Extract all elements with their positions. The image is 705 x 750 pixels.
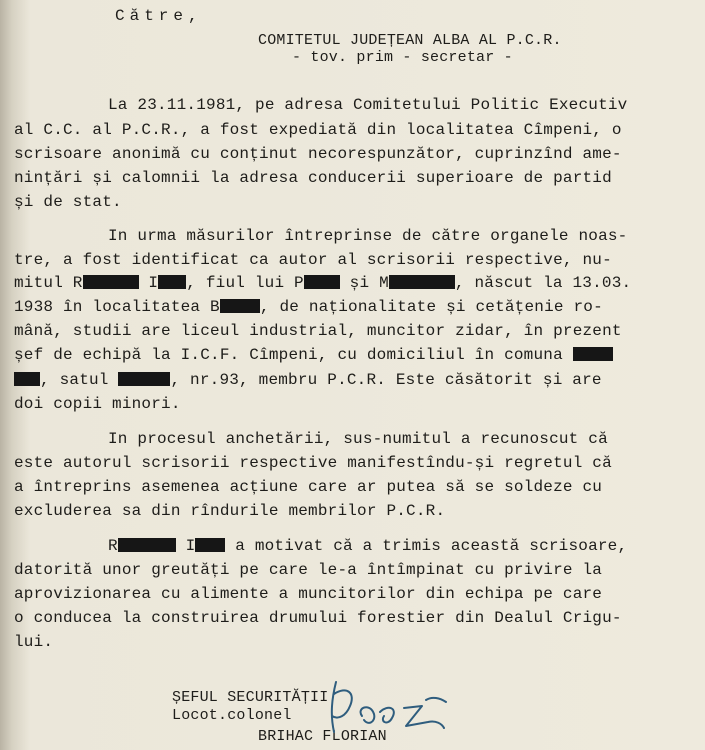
paragraph-2-line-4: [14, 299, 603, 315]
paragraph-2-line-1: In urma măsurilor întreprinse de către organele noas-: [108, 227, 628, 245]
paragraph-1-line-1: La 23.11.1981, pe adresa Comitetului Politic Executiv: [108, 96, 628, 114]
text-segment: șef de echipă la I.C.F. Cîmpeni, cu domiciliul în comuna: [14, 346, 563, 364]
redaction-bar: [118, 538, 176, 552]
salutation: Către,: [115, 7, 203, 25]
text-segment: a motivat că a trimis această scrisoare,: [225, 537, 628, 555]
addressee-line-1: COMITETUL JUDEȚEAN ALBA AL P.C.R.: [258, 32, 562, 49]
signature-rank: Locot.colonel: [172, 707, 292, 724]
signature-title: ȘEFUL SECURITĂȚII: [172, 689, 329, 706]
redaction-bar: [304, 275, 340, 289]
text-segment: și M: [339, 274, 389, 292]
text-segment: , nr.93, membru P.C.R. Este căsătorit și are: [170, 371, 602, 389]
paragraph-3-line-3: a întreprins asemenea acțiune care ar putea să se soldeze cu: [14, 478, 603, 496]
text-segment: 1938 în localitatea B: [14, 298, 220, 316]
text-segment: I: [175, 537, 196, 555]
paragraph-4-line-2: datorită unor greutăți pe care le-a întîmpinat cu privire la: [14, 561, 603, 579]
paragraph-4-line-5: lui.: [14, 633, 54, 651]
redaction-bar: [220, 299, 260, 313]
paragraph-4-line-3: aprovizionarea cu alimente a muncitorilor din echipa pe care: [14, 585, 603, 603]
text-segment: , satul: [40, 371, 109, 389]
paragraph-4-line-1: [108, 538, 627, 554]
text-segment: , fiul lui P: [186, 274, 304, 292]
paragraph-1-line-3: scrisoare anonimă cu conținut necorespunzător, cuprinzînd ame-: [14, 145, 622, 163]
text-segment: I: [138, 274, 159, 292]
paragraph-2-line-5: mână, studii are liceul industrial, muncitor zidar, în prezent: [14, 322, 622, 340]
addressee-line-2: - tov. prim - secretar -: [292, 49, 513, 66]
paragraph-3-line-1: In procesul anchetării, sus-numitul a recunoscut că: [108, 430, 608, 448]
redaction-bar: [573, 347, 613, 361]
text-segment: mitul R: [14, 274, 83, 292]
paragraph-2-line-7: [14, 372, 602, 388]
text-segment: R: [108, 537, 118, 555]
handwritten-signature: [318, 672, 478, 742]
paragraph-2-line-8: doi copii minori.: [14, 395, 181, 413]
redaction-bar: [158, 275, 186, 289]
redaction-bar: [83, 275, 139, 289]
redaction-bar: [14, 372, 40, 386]
paragraph-4-line-4: o conducea la construirea drumului forestier din Dealul Crigu-: [14, 609, 622, 627]
redaction-bar: [389, 275, 455, 289]
signature-name: BRIHAC FLORIAN: [258, 728, 387, 745]
text-segment: , născut la 13.03.: [454, 274, 632, 292]
paragraph-1-line-5: și de stat.: [14, 193, 122, 211]
paragraph-2-line-2: tre, a fost identificat ca autor al scrisorii respective, nu-: [14, 251, 612, 269]
redaction-bar: [195, 538, 225, 552]
paragraph-3-line-2: este autorul scrisorii respective manifestîndu-și regretul că: [14, 454, 612, 472]
text-segment: , de naționalitate și cetățenie ro-: [259, 298, 603, 316]
paragraph-1-line-2: al C.C. al P.C.R., a fost expediată din localitatea Cîmpeni, o: [14, 121, 622, 139]
paragraph-2-line-6: [14, 347, 613, 363]
paragraph-1-line-4: nințări și calomnii la adresa conducerii superioare de partid: [14, 169, 612, 187]
redaction-bar: [118, 372, 170, 386]
paragraph-3-line-4: excluderea sa din rîndurile membrilor P.C.R.: [14, 502, 446, 520]
paragraph-2-line-3: [14, 275, 631, 291]
